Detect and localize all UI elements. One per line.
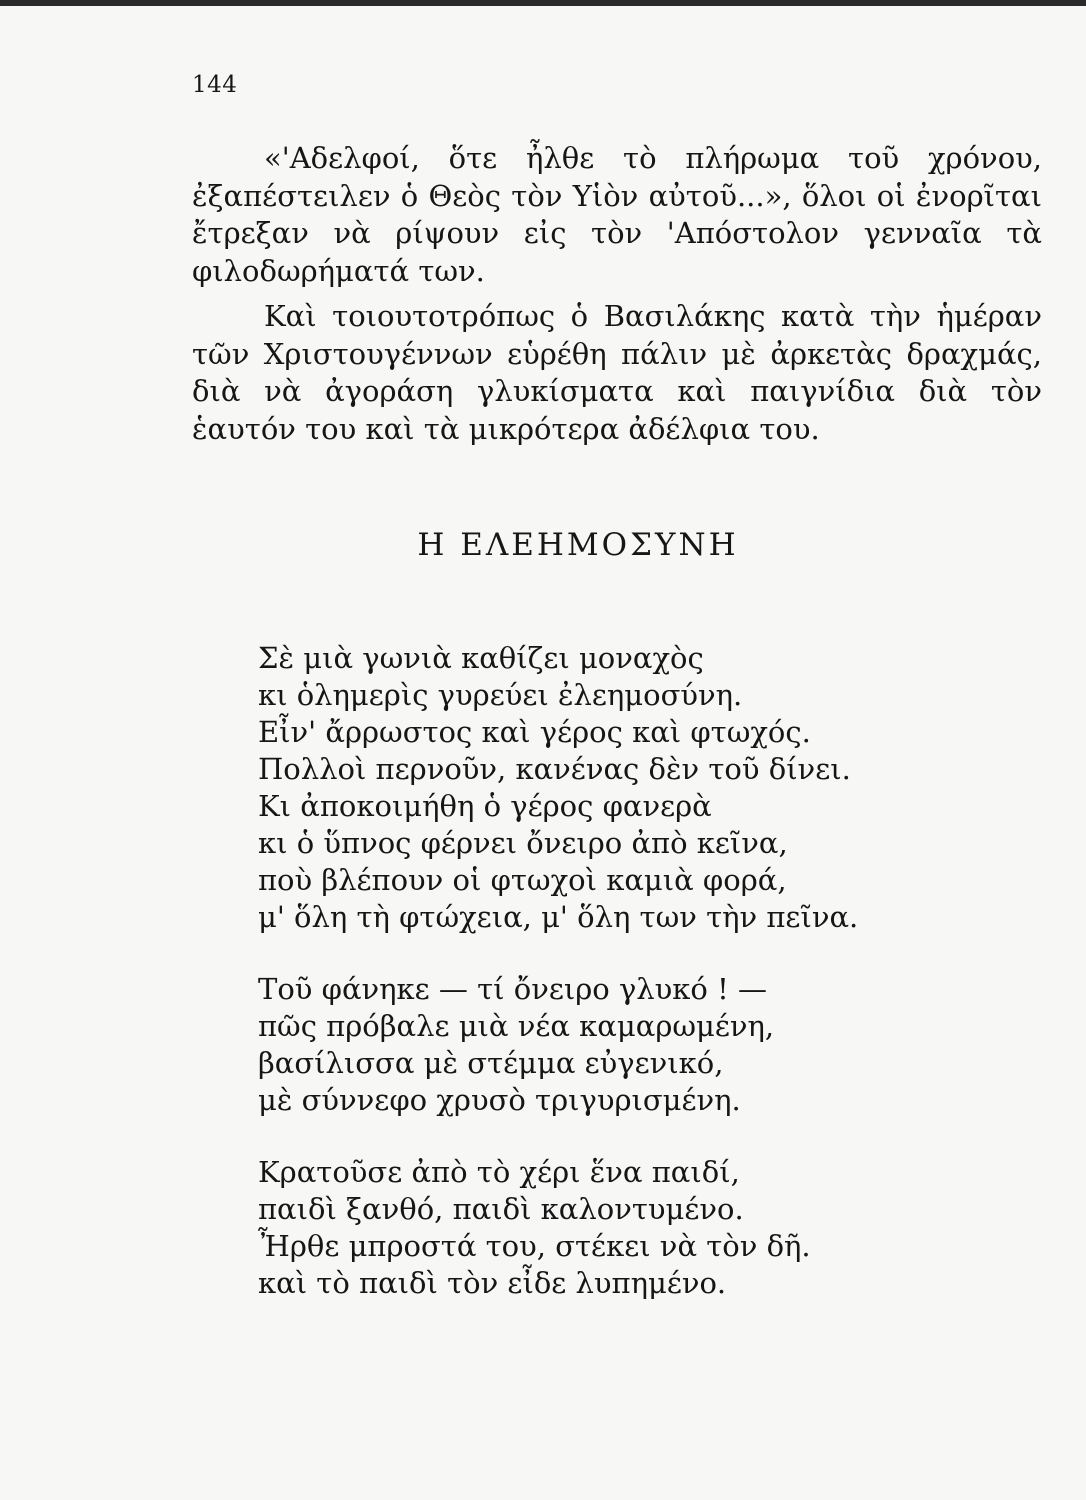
poem-stanza [258,971,958,1119]
poem-line: Σὲ μιὰ γωνιὰ καθίζει μοναχὸς [258,641,704,675]
poem-stanza [258,640,958,936]
poem-line: μὲ σύννεφο χρυσὸ τριγυρισμένη. [258,1083,741,1117]
section-title: Η ΕΛΕΗΜΟΣΥΝΗ [417,527,739,563]
poem [258,640,958,1337]
poem-line: Κρατοῦσε ἀπὸ τὸ χέρι ἕνα παιδί, [258,1155,740,1189]
poem-line: Πολλοὶ περνοῦν, κανένας δὲν τοῦ δίνει. [258,752,851,786]
poem-line: βασίλισσα μὲ στέμμα εὐγενικό, [258,1046,724,1080]
poem-line: Κι ἀποκοιμήθη ὁ γέρος φανερὰ [258,789,712,823]
poem-line: πῶς πρόβαλε μιὰ νέα καμαρωμένη, [258,1009,775,1043]
poem-line: Ἦρθε μπροστά του, στέκει νὰ τὸν δῆ. [258,1229,811,1263]
poem-line: κι ὁλημερὶς γυρεύει ἐλεημοσύνη. [258,678,743,712]
poem-line: καὶ τὸ παιδὶ τὸν εἶδε λυπημένο. [258,1266,727,1300]
prose-block [192,140,1042,448]
poem-line: Εἶν' ἄρρωστος καὶ γέρος καὶ φτωχός. [258,715,811,749]
prose-paragraph: «'Αδελφοί, ὅτε ἦλθε τὸ πλήρωμα τοῦ χρόνου, ἐξαπέστειλεν ὁ Θεὸς τὸν Υἱὸν αὐτοῦ...», ὅλοι οἱ ἐνορῖται ἔτρεξαν νὰ ρίψουν εἰς τὸν 'Απόστολον γενναῖα τὰ φιλοδωρήματά των. [192,141,1042,288]
page-top-edge [0,0,1086,6]
poem-line: μ' ὅλη τὴ φτώχεια, μ' ὅλη των τὴν πεῖνα. [258,900,859,934]
poem-line: κι ὁ ὕπνος φέρνει ὄνειρο ἀπὸ κεῖνα, [258,826,788,860]
poem-stanza [258,1154,958,1302]
poem-line: παιδὶ ξανθό, παιδὶ καλοντυμένο. [258,1192,744,1226]
page-number: 144 [192,72,238,98]
poem-line: ποὺ βλέπουν οἱ φτωχοὶ καμιὰ φορά, [258,863,787,897]
poem-line: Τοῦ φάνηκε — τί ὄνειρο γλυκό ! — [258,972,767,1006]
prose-paragraph: Καὶ τοιουτοτρόπως ὁ Βασιλάκης κατὰ τὴν ἡμέραν τῶν Χριστουγέννων εὑρέθη πάλιν μὲ ἀρκετὰς δραχμάς, διὰ νὰ ἀγοράση γλυκίσματα καὶ παιγνίδια διὰ τὸν ἑαυτόν του καὶ τὰ μικρότερα ἀδέλφια του. [192,299,1042,446]
